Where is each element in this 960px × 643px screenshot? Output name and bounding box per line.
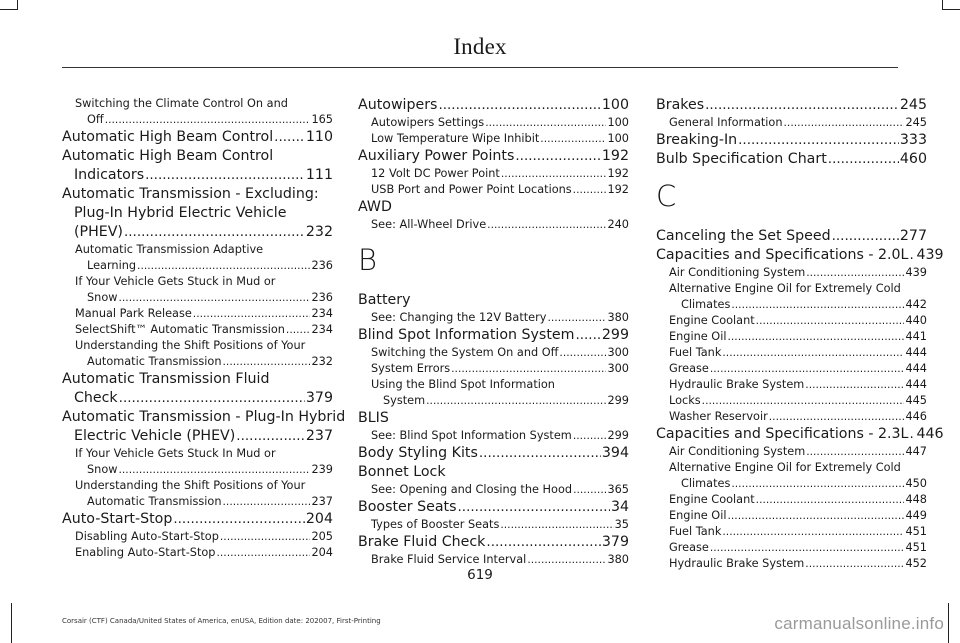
dot-leader bbox=[118, 290, 310, 306]
dot-leader bbox=[223, 494, 311, 510]
index-entry[interactable] bbox=[656, 246, 944, 265]
dot-leader bbox=[458, 498, 610, 517]
index-subentry[interactable] bbox=[358, 377, 629, 409]
index-subentry[interactable] bbox=[656, 540, 927, 556]
entry-text: Automatic Transmission bbox=[87, 355, 222, 368]
page-reference[interactable]: 111 bbox=[305, 167, 333, 183]
page-reference[interactable]: 100 bbox=[607, 116, 629, 129]
page-reference[interactable]: 380 bbox=[607, 553, 629, 566]
entry-text: General Information bbox=[669, 116, 783, 129]
entry-text: Climates bbox=[681, 477, 731, 490]
crop-mark-top-right-v bbox=[942, 0, 943, 10]
index-subentry[interactable] bbox=[656, 508, 927, 524]
index-subentry[interactable] bbox=[656, 444, 927, 460]
entry-text: Auto-Start-Stop bbox=[62, 511, 173, 527]
dot-leader bbox=[832, 227, 899, 246]
crop-mark-bottom-right bbox=[948, 603, 949, 643]
dot-leader bbox=[710, 361, 905, 377]
entry-text: Locks bbox=[669, 394, 701, 407]
entry-text: Electric Vehicle (PHEV) bbox=[74, 428, 236, 444]
index-subentry[interactable] bbox=[62, 274, 333, 306]
index-entry[interactable] bbox=[358, 96, 629, 115]
dot-leader bbox=[705, 96, 899, 115]
index-entry[interactable] bbox=[62, 185, 333, 242]
page-reference[interactable]: 204 bbox=[305, 511, 333, 527]
page-reference[interactable]: 237 bbox=[305, 428, 333, 444]
entry-text: Indicators bbox=[74, 167, 145, 183]
page-reference[interactable]: 441 bbox=[905, 330, 927, 343]
index-subentry[interactable] bbox=[358, 552, 629, 568]
entry-text: Automatic Transmission Adaptive bbox=[75, 243, 264, 256]
dot-leader bbox=[573, 482, 606, 498]
entry-text: USB Port and Power Point Locations bbox=[371, 183, 572, 196]
index-subentry[interactable] bbox=[358, 428, 629, 444]
page-reference[interactable]: 300 bbox=[607, 362, 629, 375]
index-column-1 bbox=[62, 96, 346, 561]
page-reference[interactable]: 237 bbox=[311, 495, 333, 508]
dot-leader bbox=[485, 115, 606, 131]
dot-leader bbox=[828, 150, 899, 169]
page-reference[interactable]: 365 bbox=[607, 483, 629, 496]
index-column-2 bbox=[358, 96, 629, 568]
edition-footer: Corsair (CTF) Canada/United States of America, enUSA, Edition date: 202007, First-Printing bbox=[62, 617, 381, 625]
entry-text: Battery bbox=[358, 292, 411, 308]
page-reference[interactable]: 440 bbox=[905, 314, 927, 327]
entry-text: Types of Booster Seats bbox=[371, 518, 500, 531]
page-reference[interactable]: 236 bbox=[311, 291, 333, 304]
page-reference[interactable]: 192 bbox=[601, 148, 629, 164]
index-subentry[interactable] bbox=[656, 313, 927, 329]
page-reference[interactable]: 445 bbox=[905, 394, 927, 407]
entry-text: Engine Coolant bbox=[669, 493, 755, 506]
entry-text: Fuel Tank bbox=[669, 525, 722, 538]
index-subentry[interactable] bbox=[358, 310, 629, 326]
crop-mark-top-left-v bbox=[17, 0, 18, 10]
page-reference[interactable]: 439 bbox=[916, 247, 944, 263]
page-reference[interactable]: 234 bbox=[311, 307, 333, 320]
index-subentry[interactable] bbox=[656, 265, 927, 281]
index-entry[interactable] bbox=[358, 291, 629, 310]
dot-leader bbox=[731, 476, 904, 492]
index-entry[interactable] bbox=[358, 463, 629, 482]
entry-text: Automatic Transmission bbox=[87, 495, 222, 508]
entry-text: Check bbox=[74, 390, 118, 406]
dot-leader bbox=[756, 313, 905, 329]
dot-leader bbox=[738, 131, 899, 150]
entry-text: Understanding the Shift Positions of Your bbox=[75, 479, 306, 492]
entry-text: Washer Reservoir bbox=[669, 410, 768, 423]
dot-leader bbox=[784, 115, 905, 131]
dot-leader bbox=[286, 322, 311, 338]
dot-leader bbox=[124, 223, 305, 242]
page-number: 619 bbox=[467, 567, 493, 583]
page-reference[interactable]: 379 bbox=[305, 390, 333, 406]
entry-text: Fuel Tank bbox=[669, 346, 722, 359]
dot-leader bbox=[722, 524, 904, 540]
index-subentry[interactable] bbox=[656, 377, 927, 393]
page-reference[interactable]: 451 bbox=[905, 541, 927, 554]
index-subentry[interactable] bbox=[656, 361, 927, 377]
crop-mark-top-left-h bbox=[0, 9, 18, 10]
dot-leader bbox=[575, 326, 600, 345]
entry-text: Capacities and Specifications - 2.3L bbox=[656, 426, 909, 442]
entry-text: Alternative Engine Oil for Extremely Cold bbox=[669, 282, 901, 295]
index-entry[interactable] bbox=[656, 131, 927, 150]
page-reference[interactable]: 299 bbox=[607, 394, 629, 407]
dot-leader bbox=[909, 246, 915, 265]
entry-text: See: Opening and Closing the Hood bbox=[371, 483, 573, 496]
page-reference[interactable]: 205 bbox=[311, 530, 333, 543]
dot-leader bbox=[573, 182, 607, 198]
dot-leader bbox=[501, 166, 607, 182]
dot-leader bbox=[559, 345, 606, 361]
page-reference[interactable]: 451 bbox=[905, 525, 927, 538]
entry-text: See: All-Wheel Drive bbox=[371, 218, 487, 231]
dot-leader bbox=[527, 552, 606, 568]
entry-text: Autowipers bbox=[358, 97, 438, 113]
page-reference[interactable]: 442 bbox=[905, 298, 927, 311]
index-subentry[interactable] bbox=[358, 182, 629, 198]
entry-text: Low Temperature Wipe Inhibit bbox=[371, 132, 540, 145]
page-reference[interactable]: 245 bbox=[899, 97, 927, 113]
entry-text: BLIS bbox=[358, 410, 389, 426]
page-title: Index bbox=[453, 34, 507, 59]
page-reference[interactable]: 446 bbox=[905, 410, 927, 423]
dot-leader bbox=[515, 147, 601, 166]
page-reference[interactable]: 204 bbox=[311, 546, 333, 559]
index-entry[interactable] bbox=[62, 510, 333, 529]
page-reference[interactable]: 232 bbox=[305, 224, 333, 240]
dot-leader bbox=[223, 354, 311, 370]
entry-text: Learning bbox=[87, 259, 137, 272]
index-subentry[interactable] bbox=[62, 96, 333, 128]
index-subentry[interactable] bbox=[656, 492, 927, 508]
index-subentry[interactable] bbox=[62, 478, 333, 510]
page-reference[interactable]: 245 bbox=[905, 116, 927, 129]
entry-text: Hydraulic Brake System bbox=[669, 557, 805, 570]
page-reference[interactable]: 110 bbox=[305, 129, 333, 145]
page-reference[interactable]: 165 bbox=[311, 113, 333, 126]
index-subentry[interactable] bbox=[656, 115, 927, 131]
entry-text: Automatic High Beam Control bbox=[62, 148, 274, 164]
entry-text: (PHEV) bbox=[74, 224, 123, 240]
index-subentry[interactable] bbox=[656, 460, 927, 492]
entry-text: Booster Seats bbox=[358, 499, 457, 515]
entry-text: Capacities and Specifications - 2.0L bbox=[656, 247, 909, 263]
index-entry[interactable] bbox=[358, 498, 629, 517]
entry-text: See: Blind Spot Information System bbox=[371, 429, 572, 442]
index-subentry[interactable] bbox=[656, 329, 927, 345]
page-reference[interactable]: 452 bbox=[905, 557, 927, 570]
entry-text: Automatic High Beam Control bbox=[62, 129, 274, 145]
dot-leader bbox=[220, 529, 311, 545]
index-entry[interactable] bbox=[656, 150, 927, 169]
page-reference[interactable]: 192 bbox=[607, 167, 629, 180]
index-entry[interactable] bbox=[656, 227, 927, 246]
dot-leader bbox=[710, 540, 905, 556]
entry-text: Brake Fluid Check bbox=[358, 534, 486, 550]
entry-text: Engine Oil bbox=[669, 330, 727, 343]
index-entry[interactable] bbox=[358, 444, 629, 463]
page-reference[interactable]: 300 bbox=[607, 346, 629, 359]
index-subentry[interactable] bbox=[656, 393, 927, 409]
index-entry[interactable] bbox=[358, 326, 629, 345]
index-column-3 bbox=[656, 96, 944, 572]
dot-leader bbox=[731, 297, 904, 313]
index-entry[interactable] bbox=[62, 408, 346, 446]
dot-leader bbox=[727, 508, 904, 524]
page-reference[interactable]: 240 bbox=[607, 218, 629, 231]
index-subentry[interactable] bbox=[62, 338, 333, 370]
dot-leader bbox=[909, 425, 915, 444]
index-subentry[interactable] bbox=[656, 524, 927, 540]
index-subentry[interactable] bbox=[358, 517, 629, 533]
entry-text: Engine Coolant bbox=[669, 314, 755, 327]
entry-text: Autowipers Settings bbox=[371, 116, 485, 129]
page-reference[interactable]: 439 bbox=[905, 266, 927, 279]
entry-text: Body Styling Kits bbox=[358, 445, 478, 461]
watermark: carmanualsonline.info bbox=[774, 614, 944, 633]
entry-text: Hydraulic Brake System bbox=[669, 378, 805, 391]
index-subentry[interactable] bbox=[62, 322, 333, 338]
index-subentry[interactable] bbox=[358, 482, 629, 498]
entry-text: 12 Volt DC Power Point bbox=[371, 167, 500, 180]
entry-text: Plug-In Hybrid Electric Vehicle bbox=[74, 205, 287, 221]
index-entry[interactable] bbox=[656, 96, 927, 115]
dot-leader bbox=[806, 444, 904, 460]
page-reference[interactable]: 444 bbox=[905, 362, 927, 375]
dot-leader bbox=[119, 389, 305, 408]
dot-leader bbox=[118, 462, 310, 478]
entry-text: SelectShift™ Automatic Transmission bbox=[75, 323, 285, 336]
index-entry[interactable] bbox=[62, 147, 333, 185]
entry-text: If Your Vehicle Gets Stuck in Mud or bbox=[75, 275, 276, 288]
dot-leader bbox=[105, 112, 311, 128]
page-reference[interactable]: 449 bbox=[905, 509, 927, 522]
page-reference[interactable]: 448 bbox=[905, 493, 927, 506]
entry-text: Engine Oil bbox=[669, 509, 727, 522]
entry-text: Brakes bbox=[656, 97, 705, 113]
dot-leader bbox=[236, 427, 305, 446]
entry-text: Automatic Transmission Fluid bbox=[62, 371, 270, 387]
dot-leader bbox=[274, 128, 305, 147]
dot-leader bbox=[426, 393, 606, 409]
page-reference[interactable]: 446 bbox=[916, 426, 944, 442]
entry-text: Climates bbox=[681, 298, 731, 311]
index-subentry[interactable] bbox=[656, 281, 927, 313]
dot-leader bbox=[540, 131, 606, 147]
dot-leader bbox=[727, 329, 904, 345]
entry-text: Air Conditioning System bbox=[669, 266, 806, 279]
page-reference[interactable]: 444 bbox=[905, 346, 927, 359]
entry-text: If Your Vehicle Gets Stuck In Mud or bbox=[75, 447, 276, 460]
page-reference[interactable]: 299 bbox=[607, 429, 629, 442]
page-reference[interactable]: 299 bbox=[601, 327, 629, 343]
entry-text: Bonnet Lock bbox=[358, 464, 446, 480]
index-entry[interactable] bbox=[62, 128, 333, 147]
entry-text: See: Changing the 12V Battery bbox=[371, 311, 547, 324]
entry-text: Breaking-In bbox=[656, 132, 738, 148]
entry-text: Switching the System On and Off bbox=[371, 346, 559, 359]
entry-text: Switching the Climate Control On and bbox=[75, 97, 288, 110]
index-subentry[interactable] bbox=[358, 345, 629, 361]
entry-text: System Errors bbox=[371, 362, 451, 375]
dot-leader bbox=[756, 492, 905, 508]
dot-leader bbox=[547, 310, 606, 326]
entry-text: Manual Park Release bbox=[75, 307, 192, 320]
entry-text: Enabling Auto-Start-Stop bbox=[75, 546, 216, 559]
page-reference[interactable]: 234 bbox=[311, 323, 333, 336]
entry-text: Using the Blind Spot Information bbox=[371, 378, 555, 391]
entry-text: Bulb Specification Chart bbox=[656, 151, 827, 167]
page-reference[interactable]: 447 bbox=[905, 445, 927, 458]
dot-leader bbox=[806, 265, 904, 281]
entry-text: Blind Spot Information System bbox=[358, 327, 575, 343]
entry-text: Auxiliary Power Points bbox=[358, 148, 515, 164]
index-entry[interactable] bbox=[62, 370, 333, 408]
crop-mark-top-right-h bbox=[942, 9, 960, 10]
dot-leader bbox=[451, 361, 606, 377]
index-subentry[interactable] bbox=[62, 306, 333, 322]
entry-text: Grease bbox=[669, 362, 709, 375]
page-reference[interactable]: 34 bbox=[610, 499, 629, 515]
index-subentry[interactable] bbox=[62, 446, 333, 478]
index-subentry[interactable] bbox=[358, 217, 629, 233]
entry-text: AWD bbox=[358, 199, 392, 215]
dot-leader bbox=[216, 545, 310, 561]
page-reference[interactable]: 277 bbox=[899, 228, 927, 244]
entry-text: Snow bbox=[87, 291, 118, 304]
page-reference[interactable]: 192 bbox=[607, 183, 629, 196]
entry-text: Alternative Engine Oil for Extremely Cold bbox=[669, 461, 901, 474]
entry-text: Off bbox=[87, 113, 104, 126]
entry-text: Canceling the Set Speed bbox=[656, 228, 831, 244]
page-reference[interactable]: 444 bbox=[905, 378, 927, 391]
crop-mark-bottom-left bbox=[11, 603, 12, 643]
page-reference[interactable]: 232 bbox=[311, 355, 333, 368]
dot-leader bbox=[487, 217, 606, 233]
index-entry[interactable] bbox=[358, 533, 629, 552]
index-subentry[interactable] bbox=[358, 361, 629, 377]
dot-leader bbox=[479, 444, 601, 463]
header-divider bbox=[62, 67, 898, 68]
index-subentry[interactable] bbox=[62, 529, 333, 545]
page-reference[interactable]: 333 bbox=[899, 132, 927, 148]
entry-text: Understanding the Shift Positions of Your bbox=[75, 339, 306, 352]
entry-text: System bbox=[383, 394, 426, 407]
page-reference[interactable]: 450 bbox=[905, 477, 927, 490]
index-entry[interactable] bbox=[656, 425, 944, 444]
page-reference[interactable]: 236 bbox=[311, 259, 333, 272]
page-reference[interactable]: 379 bbox=[601, 534, 629, 550]
dot-leader bbox=[137, 258, 310, 274]
entry-text: Disabling Auto-Start-Stop bbox=[75, 530, 219, 543]
entry-text: Brake Fluid Service Interval bbox=[371, 553, 527, 566]
entry-text: Air Conditioning System bbox=[669, 445, 806, 458]
dot-leader bbox=[145, 166, 305, 185]
entry-text: Automatic Transmission - Excluding: bbox=[62, 186, 319, 202]
dot-leader bbox=[573, 428, 607, 444]
index-entry[interactable] bbox=[358, 198, 629, 217]
page-reference[interactable]: 239 bbox=[311, 463, 333, 476]
index-subentry[interactable] bbox=[62, 242, 333, 274]
dot-leader bbox=[769, 409, 905, 425]
index-entry[interactable] bbox=[358, 409, 629, 428]
dot-leader bbox=[722, 345, 904, 361]
page-reference[interactable]: 100 bbox=[601, 97, 629, 113]
dot-leader bbox=[805, 377, 904, 393]
page-reference[interactable]: 394 bbox=[601, 445, 629, 461]
dot-leader bbox=[173, 510, 305, 529]
section-letter: C bbox=[656, 179, 677, 213]
page-reference[interactable]: 35 bbox=[614, 518, 629, 531]
entry-text: Automatic Transmission - Plug-In Hybrid bbox=[62, 409, 346, 425]
dot-leader bbox=[438, 96, 600, 115]
page-reference[interactable]: 460 bbox=[899, 151, 927, 167]
dot-leader bbox=[193, 306, 311, 322]
index-subentry[interactable] bbox=[358, 131, 629, 147]
index-subentry[interactable] bbox=[358, 115, 629, 131]
page-reference[interactable]: 380 bbox=[607, 311, 629, 324]
dot-leader bbox=[500, 517, 613, 533]
index-subentry[interactable] bbox=[656, 345, 927, 361]
section-letter: B bbox=[358, 243, 377, 277]
index-subentry[interactable] bbox=[358, 166, 629, 182]
entry-text: Snow bbox=[87, 463, 118, 476]
index-subentry[interactable] bbox=[656, 409, 927, 425]
page-reference[interactable]: 100 bbox=[607, 132, 629, 145]
entry-text: Grease bbox=[669, 541, 709, 554]
dot-leader bbox=[702, 393, 905, 409]
index-entry[interactable] bbox=[358, 147, 629, 166]
dot-leader bbox=[486, 533, 601, 552]
index-subentry[interactable] bbox=[62, 545, 333, 561]
